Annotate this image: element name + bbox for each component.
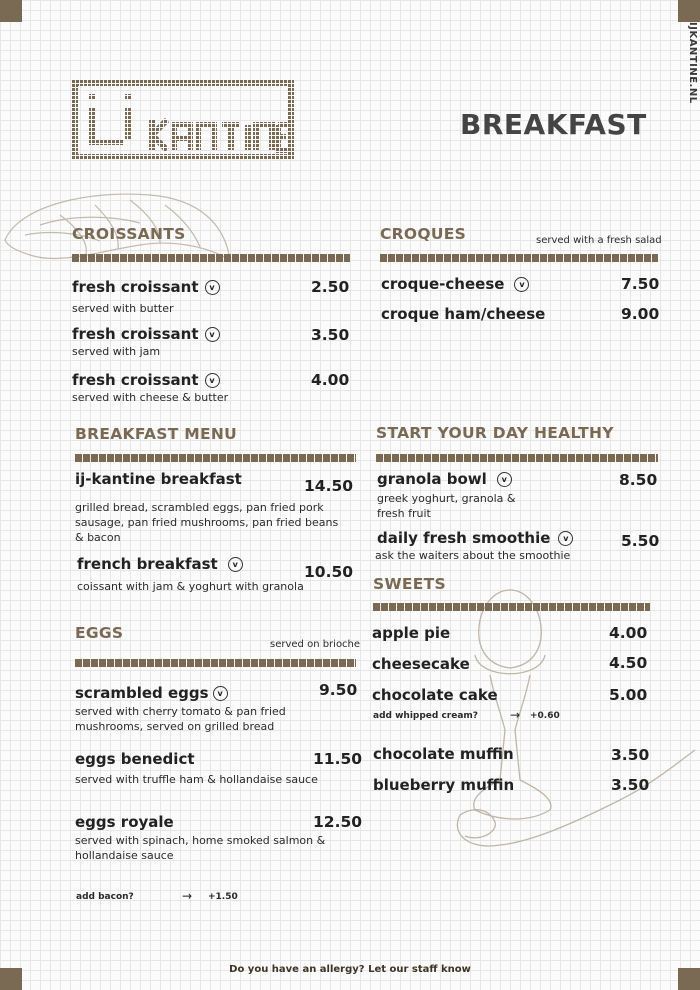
addon-label: add bacon? [76,892,134,902]
corner-decoration-top-left [0,0,22,22]
menu-item-price: 5.00 [609,686,648,704]
menu-item-name: eggs royale [75,813,174,831]
menu-item-description: served with spinach, home smoked salmon & hollandaise sauce [75,834,326,862]
item-label: fresh croissant [72,371,199,389]
menu-item-price: 8.50 [619,471,658,489]
addon-price: +0.60 [530,711,560,721]
addon-price: +1.50 [208,892,238,902]
sweets-heading: SWEETS [373,575,446,593]
item-label: daily fresh smoothie [377,529,551,547]
section-divider [373,603,650,611]
vegetarian-icon: v [558,531,573,546]
menu-item-description: served with jam [72,345,161,358]
website-url[interactable]: IJKANTINE.NL [687,22,698,104]
vegetarian-icon: v [213,686,228,701]
ij-kantine-logo [72,80,294,160]
menu-item-price: 14.50 [304,477,354,495]
menu-item-price: 3.50 [311,326,350,344]
menu-item-name: eggs benedict [75,750,195,768]
menu-item-description: ask the waiters about the smoothie [375,549,571,562]
menu-item-name: blueberry muffin [373,776,515,794]
menu-item-description: coissant with jam & yoghurt with granola [77,580,304,593]
vegetarian-icon: v [228,557,243,572]
menu-item-description: served with truffle ham & hollandaise sauce [75,773,318,786]
item-label: fresh croissant [72,325,199,343]
menu-item-name [75,684,228,702]
vegetarian-icon: v [514,277,529,292]
menu-item-name: apple pie [372,624,451,642]
menu-item-name: chocolate cake [372,686,498,704]
menu-item-price: 2.50 [311,278,350,296]
item-label: croque-cheese [381,275,505,293]
menu-item-price: 11.50 [313,750,363,768]
croques-note: served with a fresh salad [536,235,662,246]
allergy-notice: Do you have an allergy? Let our staff know [229,964,471,975]
menu-item-price: 4.00 [311,371,350,389]
menu-item-price: 9.00 [621,305,660,323]
eggs-note: served on brioche [270,639,361,650]
menu-item-description: served with cherry tomato & pan fried mushrooms, served on grilled bread [75,705,286,733]
menu-item-description: grilled bread, scrambled eggs, pan fried pork sausage, pan fried mushrooms, pan fried beans & bacon [75,501,339,544]
menu-item-name: croque ham/cheese [381,305,546,323]
menu-item-name [381,275,529,293]
menu-item-price: 3.50 [611,776,650,794]
section-divider [75,659,356,667]
menu-item-name [72,371,220,389]
menu-item-name [72,278,220,296]
croissants-heading: CROISSANTS [72,225,186,243]
menu-item-name: cheesecake [372,655,470,673]
breakfast-menu-heading: BREAKFAST MENU [75,425,238,443]
menu-item-description: served with butter [72,302,174,315]
menu-item-price: 7.50 [621,275,660,293]
menu-item-price: 3.50 [611,746,650,764]
vegetarian-icon: v [205,327,220,342]
eggs-heading: EGGS [75,624,124,642]
section-divider [380,254,658,262]
vegetarian-icon: v [205,373,220,388]
section-divider [72,254,350,262]
menu-item-name [72,325,220,343]
menu-item-price: 4.00 [609,624,648,642]
addon-label: add whipped cream? [373,711,479,721]
menu-item-price: 9.50 [319,681,358,699]
corner-decoration-top-right [678,0,700,22]
menu-item-price: 10.50 [304,563,354,581]
section-divider [75,454,356,462]
item-label: granola bowl [377,470,487,488]
healthy-heading: START YOUR DAY HEALTHY [376,424,614,442]
menu-item-description: served with cheese & butter [72,391,229,404]
menu-item-name: ij-kantine breakfast [75,470,242,488]
arrow-icon: → [182,889,193,903]
menu-item-name: chocolate muffin [373,745,514,763]
menu-item-price: 5.50 [621,532,660,550]
section-divider [376,454,658,462]
vegetarian-icon: v [497,472,512,487]
item-label: fresh croissant [72,278,199,296]
menu-item-price: 4.50 [609,654,648,672]
menu-item-price: 12.50 [313,813,363,831]
croques-heading: CROQUES [380,225,467,243]
arrow-icon: → [510,708,521,722]
vegetarian-icon: v [205,280,220,295]
menu-item-name [377,529,573,547]
menu-item-description: greek yoghurt, granola & fresh fruit [377,492,516,520]
item-label: french breakfast [77,555,218,573]
item-label: scrambled eggs [75,684,209,702]
menu-item-name [77,555,243,573]
menu-item-name [377,470,512,488]
page-title: BREAKFAST [460,108,647,141]
